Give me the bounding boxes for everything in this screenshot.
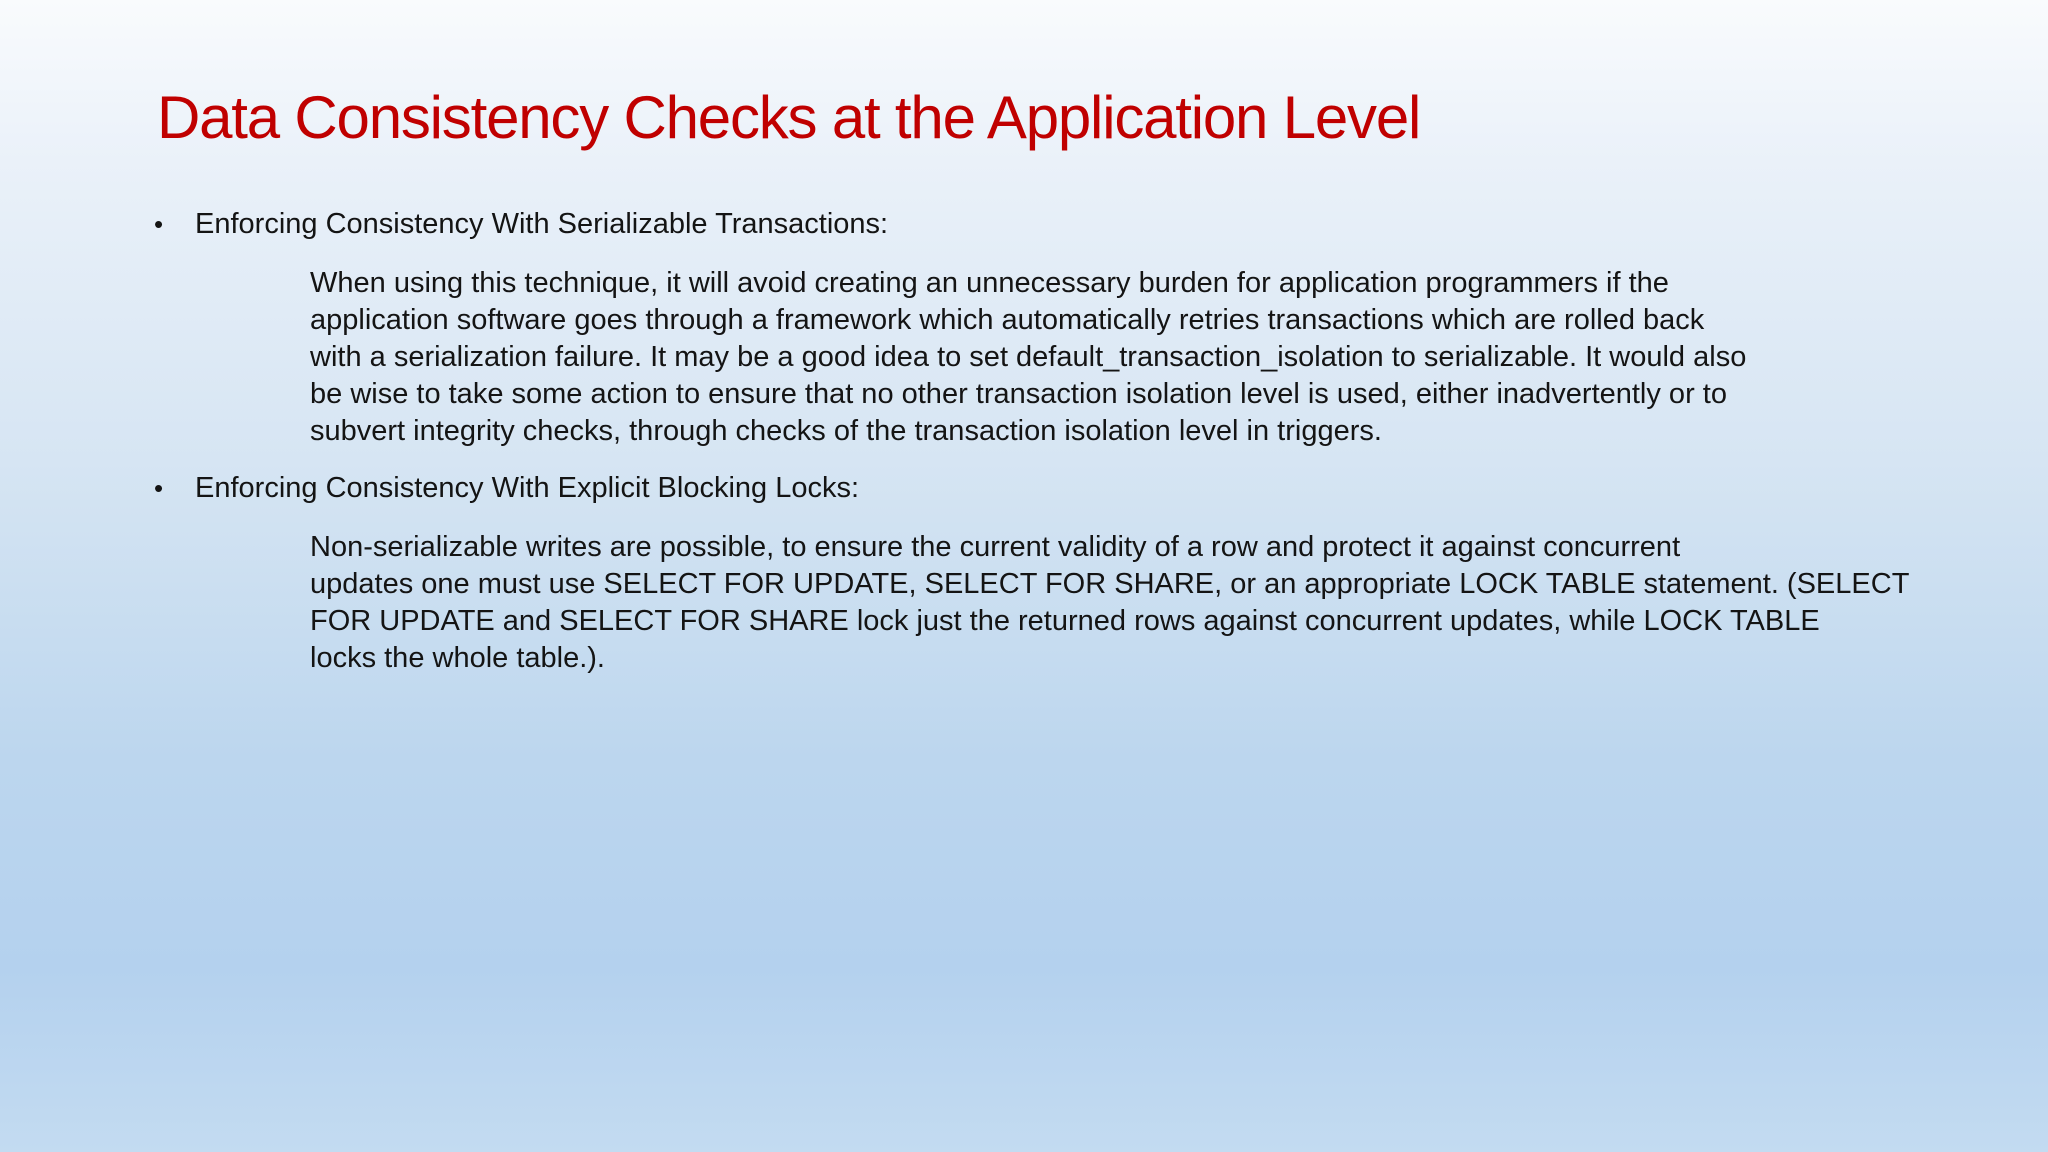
paragraph-line: updates one must use SELECT FOR UPDATE, SELECT FOR SHARE, or an appropriate LOCK TABLE statement. (SELECT [310, 568, 1910, 600]
bullet-icon: • [154, 473, 164, 503]
paragraph-line: be wise to take some action to ensure that no other transaction isolation level is used, either inadvertently or to [310, 378, 1727, 410]
explicit-blocking-locks-paragraph [310, 529, 1910, 677]
slide-title: Data Consistency Checks at the Application Level [157, 84, 1421, 151]
paragraph-line: FOR UPDATE and SELECT FOR SHARE lock just the returned rows against concurrent updates, while LOCK TABLE [310, 605, 1820, 637]
bullet-heading: Enforcing Consistency With Explicit Blocking Locks: [195, 472, 860, 504]
paragraph-line: locks the whole table.). [310, 642, 605, 674]
serializable-transactions-paragraph [310, 265, 1900, 450]
paragraph-line: with a serialization failure. It may be a good idea to set default_transaction_isolation to serializable. It would also [310, 341, 1747, 373]
paragraph-line: Non-serializable writes are possible, to ensure the current validity of a row and protect it against concurrent [310, 531, 1681, 563]
paragraph-line: When using this technique, it will avoid creating an unnecessary burden for application programmers if the [310, 267, 1669, 299]
bullet-item-explicit-blocking-locks [154, 469, 859, 507]
bullet-icon: • [154, 209, 164, 239]
paragraph-line: application software goes through a framework which automatically retries transactions which are rolled back [310, 304, 1705, 336]
paragraph-line: subvert integrity checks, through checks of the transaction isolation level in triggers. [310, 415, 1382, 447]
bullet-heading: Enforcing Consistency With Serializable Transactions: [195, 208, 889, 240]
bullet-item-serializable-transactions [154, 205, 888, 243]
